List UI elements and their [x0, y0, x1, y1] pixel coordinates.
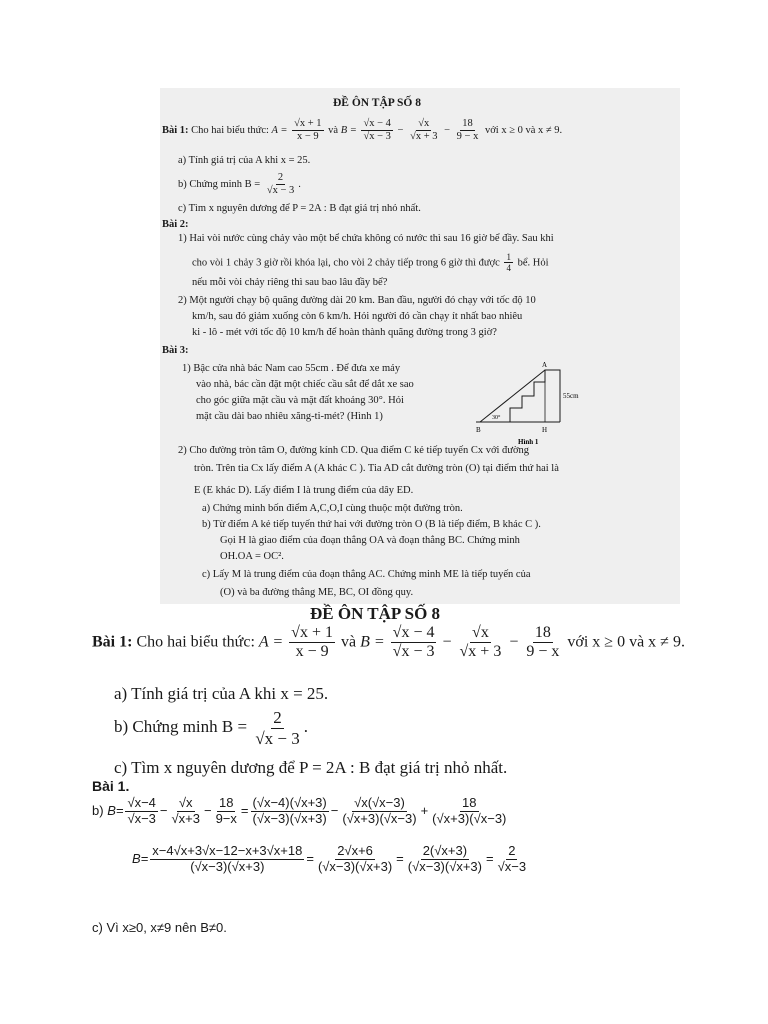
label-B: B: [476, 426, 481, 434]
label-H: H: [542, 426, 548, 434]
solution-heading: Bài 1.: [92, 778, 130, 794]
scan-b3-1-l4: mặt cầu dài bao nhiêu xăng-ti-mét? (Hình 1): [196, 411, 383, 422]
main-part-c: c) Tìm x nguyên dương để P = 2A : B đạt giá trị nhỏ nhất.: [114, 758, 508, 777]
scan-part-c: c) Tìm x nguyên dương để P = 2A : B đạt giá trị nhỏ nhất.: [178, 203, 421, 214]
scan-b3-2-b2: Gọi H là giao điểm của đoạn thẳng OA và đoạn thẳng BC. Chứng minh: [220, 535, 520, 546]
ramp-line: [480, 370, 545, 422]
scan-b3-2-l2: tròn. Trên tia Cx lấy điểm A (A khác C ). Tia AD cắt đường tròn (O) tại điểm thứ hai là: [194, 463, 559, 474]
scan-b2-2-l3: ki - lô - mét với tốc độ 10 km/h để hoàn thành quãng đường trong 3 giờ?: [192, 327, 497, 338]
main-part-a: a) Tính giá trị của A khi x = 25.: [114, 684, 329, 703]
scan-b2-2-l2: km/h, sau đó giảm xuống còn 6 km/h. Hỏi người đó cần chạy ít nhất bao nhiêu: [192, 311, 523, 322]
scan-b3-1-l1: 1) Bậc cửa nhà bác Nam cao 55cm . Để đưa xe máy: [182, 363, 401, 374]
scan-b2-2-l1: 2) Một người chạy bộ quãng đường dài 20 km. Ban đầu, người đó chạy với tốc độ 10: [178, 295, 536, 306]
scan-title: ĐỀ ÔN TẬP SỐ 8: [333, 97, 421, 109]
scan-b3-2-a: a) Chứng minh bốn điểm A,C,O,I cùng thuộc một đường tròn.: [202, 503, 463, 514]
label-A: A: [542, 361, 548, 369]
solution-part-c: c) Vì x≥0, x≠9 nên B≠0.: [92, 920, 227, 935]
scan-b3-1-l3: cho góc giữa mặt cầu và mặt đất khoảng 30°. Hỏi: [196, 395, 404, 406]
scan-b3-1-l2: vào nhà, bác cần đặt một chiếc cầu sắt để dắt xe sao: [196, 379, 414, 390]
label-height: 55cm: [563, 392, 579, 400]
solution-line-1: b) B= $\frac{√x-4}{√x-3}$ − $\frac{√x}{√x+3}$ − $\frac{18}{9-x}$ = $\frac{(√x-4)(√x+3)}{(√x-3)(√x+3)}$ − $\frac{√x(√x-3)}{(√x+3)(√x-3)}$ + $\frac{18}{(√x+3)(√x-3)}$: [92, 795, 507, 826]
main-part-b: b) Chứng minh B = $\frac{2}{√x - 3}$ .: [114, 708, 309, 748]
scanned-exam-image: [160, 88, 680, 604]
scan-b3-2-b1: b) Từ điểm A kẻ tiếp tuyến thứ hai với đường tròn O (B là tiếp điểm, B khác C ).: [202, 519, 541, 530]
scan-b3-2-l1: 2) Cho đường tròn tâm O, đường kính CD. Qua điểm C kẻ tiếp tuyến Cx với đường: [178, 445, 530, 456]
solution-line-2: B= $\frac{x-4√x+3√x-12-x+3√x+18}{(√x-3)(√x+3)}$ = $\frac{2√x+6}{(√x-3)(√x+3)}$ = $\frac{2(√x+3)}{(√x-3)(√x+3)}$ = $\frac{2}{√x-3}$: [132, 843, 527, 874]
scan-b3-2-l3: E (E khác D). Lấy điểm I là trung điểm của dây ED.: [194, 485, 414, 496]
scan-b3-2-c1: c) Lấy M là trung điểm của đoạn thẳng AC. Chứng minh ME là tiếp tuyến của: [202, 569, 531, 580]
scan-bai1-line: Bài 1: Cho hai biểu thức: A = $\frac{√x + 1}{x - 9}$ và B = $\frac{√x - 4}{√x - 3}$ − $\frac{√x}{√x + 3}$ − $\frac{18}{9 - x}$ với x ≥ 0 và x ≠ 9.: [162, 118, 563, 143]
scan-b2-1-l2: cho vòi 1 chảy 3 giờ rồi khóa lại, cho vòi 2 chảy tiếp trong 6 giờ thì được $\frac{1}{4}$ bể. Hỏi: [192, 252, 549, 274]
main-bai1-line: Bài 1: Cho hai biểu thức: A = $\frac{√x + 1}{x - 9}$ và B = $\frac{√x - 4}{√x - 3}$ − $\frac{√x}{√x + 3}$ − $\frac{18}{9 - x}$ với x ≥ 0 và x ≠ 9.: [92, 624, 685, 661]
scan-b2-1-l3: nếu mỗi vòi chảy riêng thì sau bao lâu đầy bể?: [192, 277, 388, 288]
scan-b2-1-l1: 1) Hai vòi nước cùng chảy vào một bể chứa không có nước thì sau 16 giờ bể đầy. Sau khi: [178, 233, 554, 244]
scan-bai3-label: Bài 3:: [162, 345, 189, 356]
scan-b3-2-c2: (O) và ba đường thẳng ME, BC, OI đồng quy.: [220, 587, 414, 598]
staircase-figure: [470, 360, 590, 450]
scan-part-b: b) Chứng minh B = $\frac{2}{√x - 3}$ .: [178, 172, 301, 197]
scan-part-a: a) Tính giá trị của A khi x = 25.: [178, 155, 311, 166]
figure-caption: Hình 1: [518, 438, 539, 446]
scan-bai2-label: Bài 2:: [162, 219, 189, 230]
label-angle: 30°: [492, 415, 501, 421]
scan-b3-2-b3: OH.OA = OC².: [220, 551, 284, 562]
main-title: ĐỀ ÔN TẬP SỐ 8: [310, 604, 441, 623]
